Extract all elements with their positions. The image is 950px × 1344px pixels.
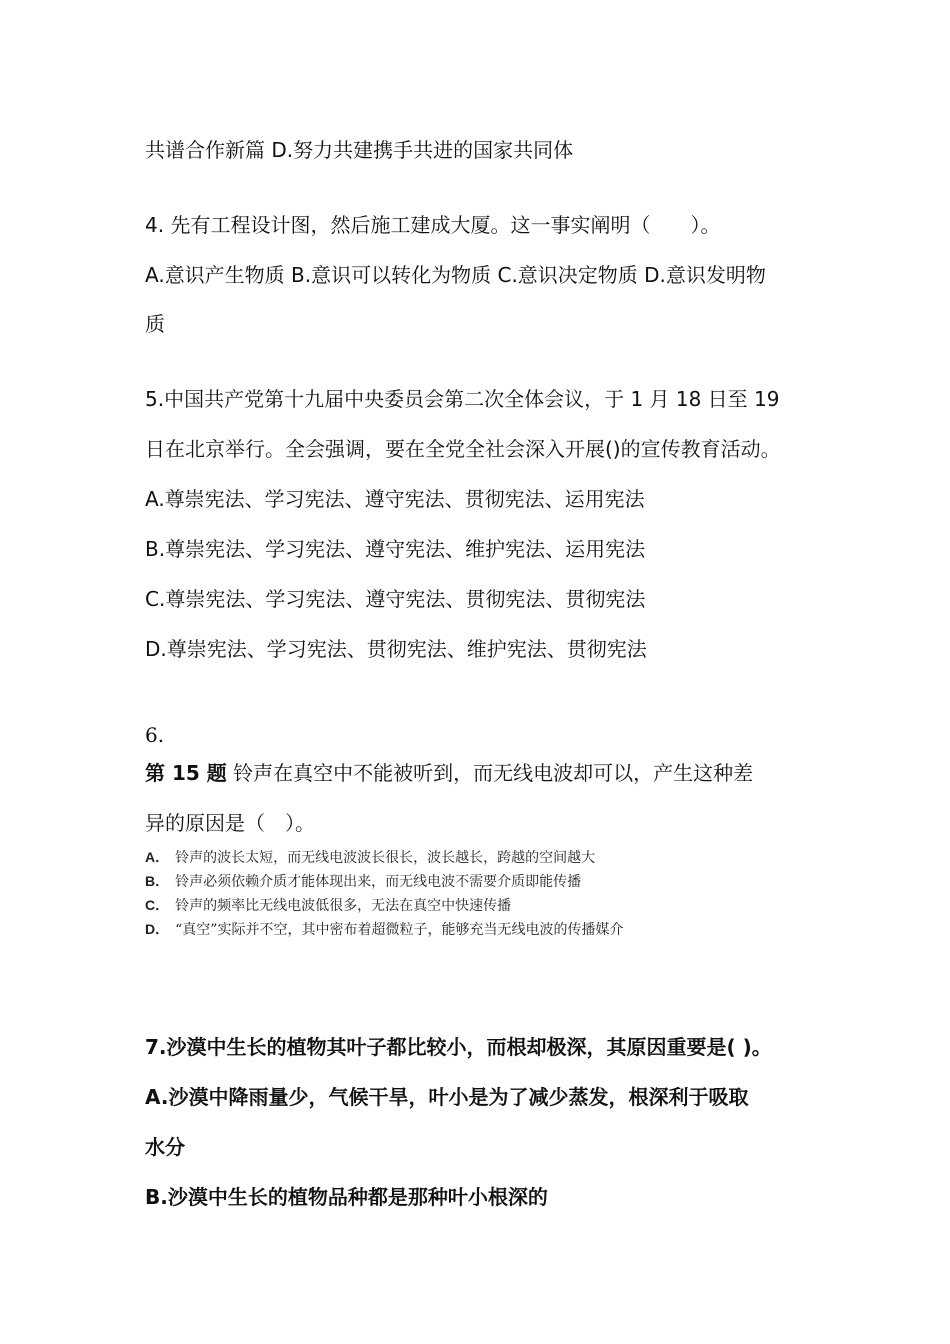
question-5-option-a: A.尊崇宪法、学习宪法、遵守宪法、贯彻宪法、运用宪法 (145, 487, 645, 511)
question-5-option-b: B.尊崇宪法、学习宪法、遵守宪法、维护宪法、运用宪法 (145, 537, 646, 561)
question-6-option-a (145, 848, 595, 867)
question-7-option-a: A.沙漠中降雨量少，气候干旱，叶小是为了减少蒸发，根深利于吸取 (145, 1085, 749, 1109)
option-label: C． (145, 897, 170, 913)
option-label: D． (145, 921, 170, 937)
option-label: B． (145, 873, 170, 889)
option-text: 铃声的波长太短，而无线电波波长很长，波长越长，跨越的空间越大 (175, 850, 596, 866)
option-text: 铃声必须依赖介质才能体现出来，而无线电波不需要介质即能传播 (175, 874, 582, 890)
question-7-stem: 7.沙漠中生长的植物其叶子都比较小，而根却极深，其原因重要是( )。 (145, 1035, 772, 1059)
question-6-option-c (145, 896, 511, 915)
question-7-option-a-continued: 水分 (145, 1135, 185, 1159)
question-6-option-d (145, 920, 623, 939)
question-4-options: A.意识产生物质 B.意识可以转化为物质 C.意识决定物质 D.意识发明物 (145, 263, 766, 287)
question-7-option-b: B.沙漠中生长的植物品种都是那种叶小根深的 (145, 1185, 548, 1209)
question-6-stem-continued: 异的原因是（ ）。 (145, 811, 315, 835)
question-6-stem-text: 铃声在真空中不能被听到，而无线电波却可以，产生这种差 (226, 761, 754, 785)
question-4-options-continued: 质 (145, 312, 165, 336)
question-5-stem-continued: 日在北京举行。全会强调，要在全党全社会深入开展()的宣传教育活动。 (145, 437, 781, 461)
question-4-stem: 4. 先有工程设计图，然后施工建成大厦。这一事实阐明（ ）。 (145, 213, 721, 237)
text-line-q3-continuation: 共谱合作新篇 D.努力共建携手共进的国家共同体 (145, 138, 574, 162)
option-text: 铃声的频率比无线电波低很多，无法在真空中快速传播 (175, 898, 512, 914)
option-text: “真空”实际并不空，其中密布着超微粒子，能够充当无线电波的传播媒介 (175, 922, 624, 938)
question-5-option-d: D.尊崇宪法、学习宪法、贯彻宪法、维护宪法、贯彻宪法 (145, 637, 647, 661)
question-6-option-b (145, 872, 581, 891)
question-6-number: 6. (145, 723, 165, 747)
question-6-stem (145, 760, 753, 786)
option-label: A． (145, 849, 170, 865)
question-5-option-c: C.尊崇宪法、学习宪法、遵守宪法、贯彻宪法、贯彻宪法 (145, 587, 646, 611)
question-6-tag: 第 15 题 (145, 761, 227, 785)
question-5-stem: 5.中国共产党第十九届中央委员会第二次全体会议，于 1 月 18 日至 19 (145, 387, 780, 411)
